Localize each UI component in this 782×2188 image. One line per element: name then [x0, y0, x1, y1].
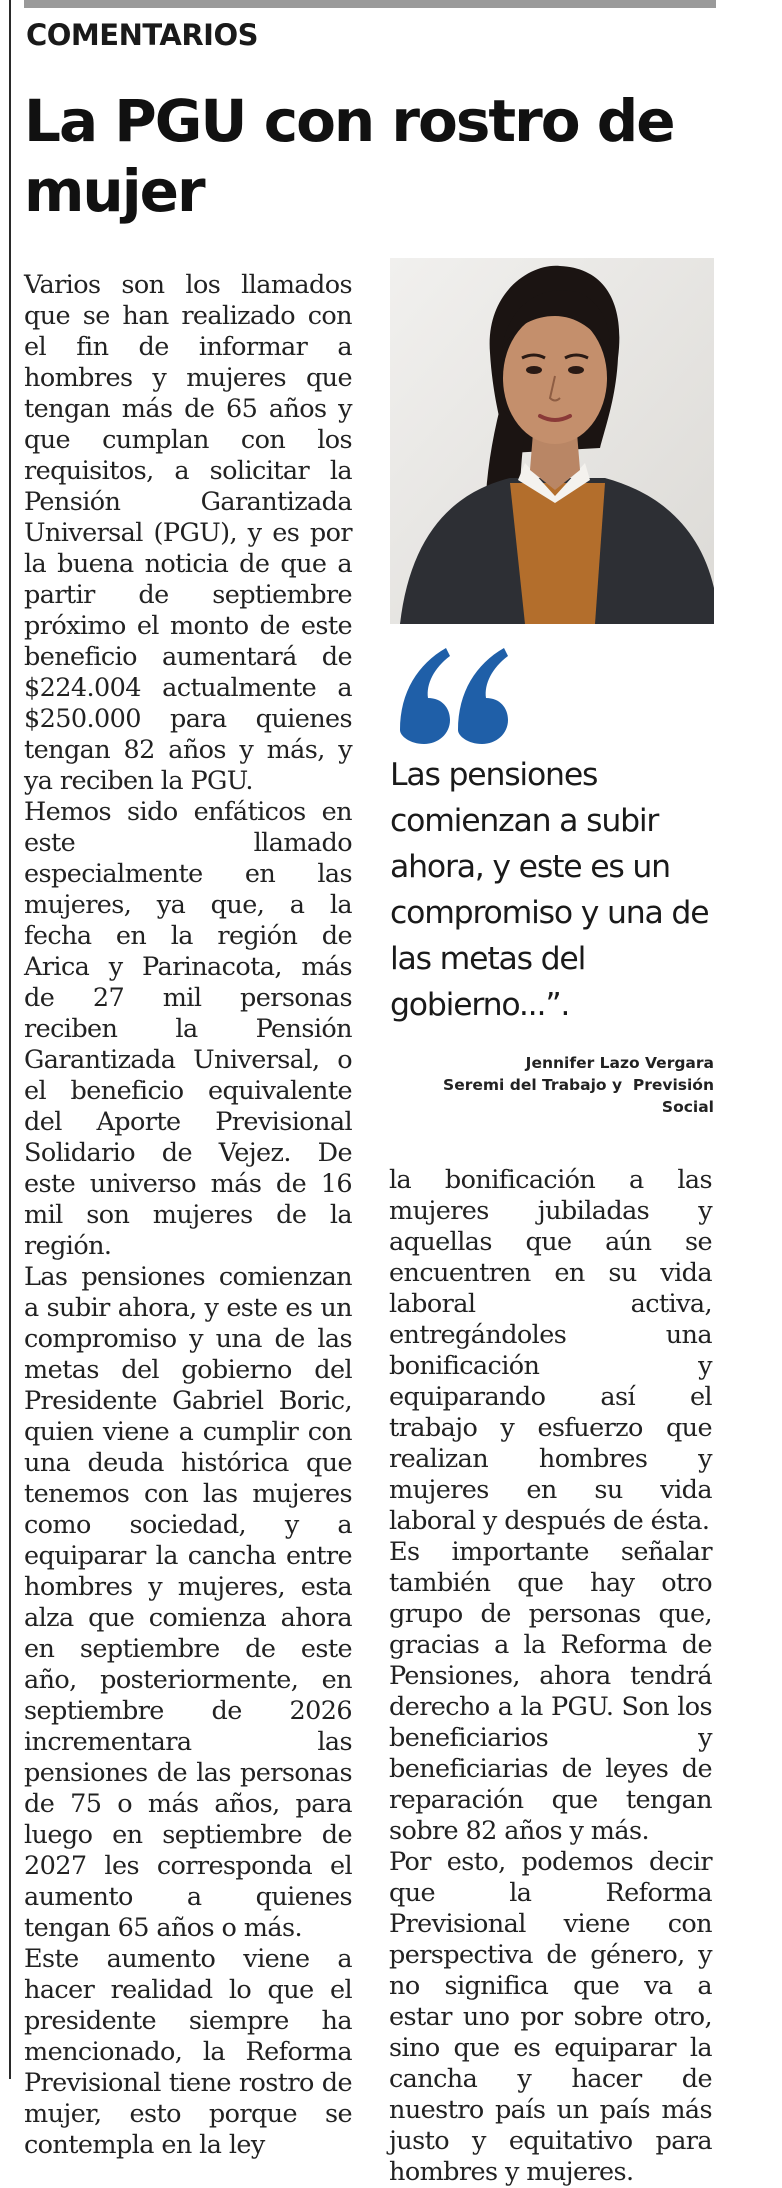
- attribution-name: Jennifer Lazo Vergara: [525, 1054, 714, 1072]
- paragraph-5: la bonificación a las mujeres jubiladas y aquellas que aún se encuentren en su vida laboral activa, entregándoles una bonificación y equiparando así el trabajo y esfuerzo que realizan hombres y mujeres en su vida laboral y después de ésta.: [389, 1165, 712, 1536]
- portrait-photo-icon: [390, 258, 714, 624]
- attribution-role: Seremi del Trabajo y Previsión: [443, 1076, 714, 1094]
- paragraph-7: Por esto, podemos decir que la Reforma Previsional viene con perspectiva de género, y no significa que va a estar uno por sobre otro, sino que es equiparar la cancha y hacer de nuestro país un país más justo y equitativo para hombres y mujeres.: [389, 1847, 712, 2187]
- attribution-role-cont: Social: [661, 1098, 714, 1116]
- attribution: [400, 1052, 714, 1118]
- column-border-left: [9, 0, 11, 2079]
- article-column-right: [389, 1165, 712, 2188]
- headline: La PGU con rostro de mujer: [24, 87, 674, 225]
- paragraph-3: Las pensiones comienzan a subir ahora, y este es un compromiso y una de las metas del gobierno del Presidente Gabriel Boric, quien viene a cumplir con una deuda histórica que tenemos con las mujeres como sociedad, y a equiparar la cancha entre hombres y mujeres, esta alza que comienza ahora en septiembre de este año, posteriormente, en septiembre de 2026 incrementara las pensiones de las personas de 75 o más años, para luego en septiembre de 2027 les corresponda el aumento a quienes tengan 65 años o más.: [24, 1262, 352, 1943]
- paragraph-2: Hemos sido enfáticos en este llamado especialmente en las mujeres, ya que, a la fecha en la región de Arica y Parinacota, más de 27 mil personas reciben la Pensión Garantizada Universal, o el beneficio equivalente del Aporte Previsional Solidario de Vejez. De este universo más de 16 mil son mujeres de la región.: [24, 797, 352, 1261]
- quote-glyph-right: [458, 648, 508, 744]
- paragraph-4: Este aumento viene a hacer realidad lo que el presidente siempre ha mencionado, la Reforma Previsional tiene rostro de mujer, esto porque se contempla en la ley: [24, 1944, 352, 2160]
- top-rule: [24, 0, 716, 8]
- quote-glyph-left: [400, 648, 450, 744]
- article-column-left: [24, 270, 352, 2161]
- pull-quote: Las pensiones comienzan a subir ahora, y este es un compromiso y una de las metas del gobierno...”.: [390, 757, 709, 1023]
- paragraph-1: Varios son los llamados que se han realizado con el fin de informar a hombres y mujeres que tengan más de 65 años y que cumplan con los requisitos, a solicitar la Pensión Garantizada Universal (PGU), y es por la buena noticia de que a partir de septiembre próximo el monto de este beneficio aumentará de $224.004 actualmente a $250.000 para quienes tengan 82 años y más, y ya reciben la PGU.: [24, 270, 352, 796]
- author-portrait-photo: [390, 258, 714, 624]
- section-label: COMENTARIOS: [26, 18, 259, 52]
- open-quote-icon: [392, 640, 522, 750]
- paragraph-6: Es importante señalar también que hay otro grupo de personas que, gracias a la Reforma de Pensiones, ahora tendrá derecho a la PGU. Son los beneficiarios y beneficiarias de leyes de reparación que tengan sobre 82 años y más.: [389, 1537, 712, 1846]
